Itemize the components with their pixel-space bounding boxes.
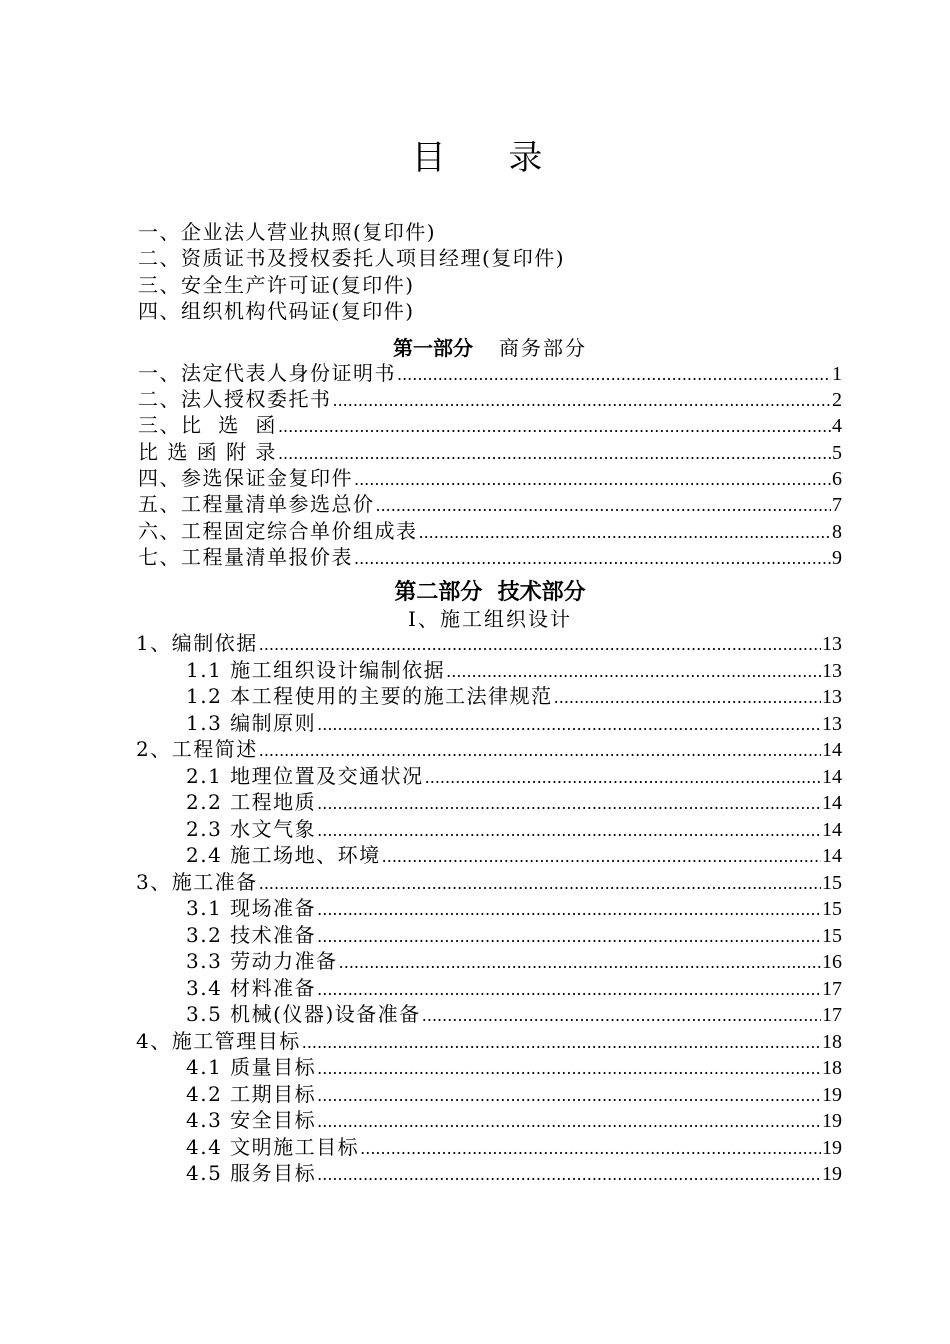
toc-leader-dots <box>259 871 821 897</box>
toc-entry-label: 4.2 工期目标 <box>186 1082 317 1106</box>
toc-page-number: 14 <box>822 792 842 814</box>
toc-leader-dots <box>446 659 821 685</box>
toc-entry[interactable] <box>138 518 842 544</box>
toc-entry-label: 比 选 函 附 录 <box>138 440 277 464</box>
toc-leader-dots <box>317 1162 821 1188</box>
toc-page-number: 18 <box>822 1057 842 1079</box>
part1-heading-bold: 第一部分 <box>393 336 473 360</box>
toc-leader-dots <box>354 546 831 572</box>
toc-entry-label: 3.3 劳动力准备 <box>186 949 338 973</box>
toc-leader-dots <box>317 1083 821 1109</box>
part2-subheading-text: Ⅰ、施工组织设计 <box>408 607 572 631</box>
toc-leader-dots <box>554 685 821 711</box>
toc-leader-dots <box>354 467 831 493</box>
toc-entry[interactable] <box>138 491 842 517</box>
toc-entry-label: 1.2 本工程使用的主要的施工法律规范 <box>186 684 553 708</box>
toc-page-number: 15 <box>822 925 842 947</box>
part1-heading-light: 商务部分 <box>499 336 587 360</box>
toc-page-number: 8 <box>832 521 842 543</box>
toc-entry[interactable] <box>138 439 842 465</box>
toc-entry[interactable] <box>136 736 842 762</box>
appendix-item: 四、组织机构代码证(复印件) <box>138 299 415 323</box>
toc-entry-label: 3.1 现场准备 <box>186 896 317 920</box>
toc-entry-label: 一、法定代表人身份证明书 <box>138 361 396 385</box>
toc-entry-label: 四、参选保证金复印件 <box>138 466 353 490</box>
toc-entry-label: 五、工程量清单参选总价 <box>138 492 375 516</box>
toc-entry[interactable] <box>136 1028 842 1054</box>
toc-entry-label: 1、编制依据 <box>136 631 258 655</box>
toc-leader-dots <box>317 818 821 844</box>
toc-page-number: 14 <box>822 845 842 867</box>
toc-page-number: 13 <box>822 633 842 655</box>
toc-page-number: 15 <box>822 898 842 920</box>
toc-entry[interactable] <box>136 869 842 895</box>
toc-page-number: 18 <box>822 1031 842 1053</box>
toc-page-number: 9 <box>832 547 842 569</box>
toc-entry[interactable] <box>138 386 842 412</box>
toc-entry-label: 2.2 工程地质 <box>186 790 317 814</box>
toc-page-number: 19 <box>822 1110 842 1132</box>
toc-subentry[interactable] <box>186 789 842 815</box>
toc-leader-dots <box>360 1136 821 1162</box>
toc-leader-dots <box>333 388 832 414</box>
toc-entry-label: 1.3 编制原则 <box>186 711 317 735</box>
toc-page-number: 14 <box>822 739 842 761</box>
toc-leader-dots <box>259 632 821 658</box>
toc-leader-dots <box>278 414 831 440</box>
toc-entry-label: 2.1 地理位置及交通状况 <box>186 764 424 788</box>
toc-entry[interactable] <box>138 544 842 570</box>
toc-leader-dots <box>317 897 821 923</box>
toc-page-number: 13 <box>822 660 842 682</box>
toc-page-number: 14 <box>822 766 842 788</box>
appendix-item: 三、安全生产许可证(复印件) <box>138 273 415 297</box>
toc-subentry[interactable] <box>186 895 842 921</box>
toc-entry-label: 2、工程简述 <box>136 737 258 761</box>
toc-leader-dots <box>339 950 821 976</box>
toc-entry[interactable] <box>136 630 842 656</box>
toc-entry-label: 2.4 施工场地、环境 <box>186 843 381 867</box>
toc-page-number: 5 <box>832 442 842 464</box>
toc-entry-label: 4.1 质量目标 <box>186 1055 317 1079</box>
toc-entry[interactable] <box>138 412 842 438</box>
toc-page-number: 7 <box>832 494 842 516</box>
toc-leader-dots <box>376 493 832 519</box>
toc-page-number: 2 <box>832 389 842 411</box>
toc-page-number: 6 <box>832 468 842 490</box>
toc-leader-dots <box>317 924 821 950</box>
toc-page-number: 17 <box>822 1004 842 1026</box>
part1-heading <box>0 333 950 363</box>
toc-entry-label: 4.4 文明施工目标 <box>186 1135 360 1159</box>
toc-entry-label: 六、工程固定综合单价组成表 <box>138 519 418 543</box>
toc-page-number: 15 <box>822 872 842 894</box>
toc-entry-label: 4、施工管理目标 <box>136 1029 301 1053</box>
toc-page-number: 4 <box>832 415 842 437</box>
toc-leader-dots <box>278 441 831 467</box>
toc-leader-dots <box>382 844 821 870</box>
toc-page-number: 13 <box>822 713 842 735</box>
toc-subentry[interactable] <box>186 816 842 842</box>
toc-leader-dots <box>422 1003 821 1029</box>
toc-page-number: 19 <box>822 1137 842 1159</box>
toc-subentry[interactable] <box>186 1107 842 1133</box>
toc-entry[interactable] <box>138 465 842 491</box>
toc-subentry[interactable] <box>186 975 842 1001</box>
toc-page-number: 19 <box>822 1084 842 1106</box>
toc-entry-label: 3.4 材料准备 <box>186 976 317 1000</box>
toc-subentry[interactable] <box>186 1134 842 1160</box>
toc-entry-label: 三、比 选 函 <box>138 413 277 437</box>
toc-subentry[interactable] <box>186 683 842 709</box>
toc-subentry[interactable] <box>186 948 842 974</box>
toc-subentry[interactable] <box>186 842 842 868</box>
toc-leader-dots <box>317 712 821 738</box>
toc-entry-label: 二、法人授权委托书 <box>138 387 332 411</box>
toc-entry-label: 2.3 水文气象 <box>186 817 317 841</box>
toc-page-number: 13 <box>822 686 842 708</box>
toc-entry-label: 4.3 安全目标 <box>186 1108 317 1132</box>
toc-page-number: 14 <box>822 819 842 841</box>
toc-leader-dots <box>317 791 821 817</box>
toc-entry-label: 3.2 技术准备 <box>186 923 317 947</box>
appendix-item: 二、资质证书及授权委托人项目经理(复印件) <box>138 246 566 270</box>
toc-entry-label: 七、工程量清单报价表 <box>138 545 353 569</box>
toc-subentry[interactable] <box>186 1081 842 1107</box>
toc-leader-dots <box>397 362 831 388</box>
toc-leader-dots <box>317 977 821 1003</box>
toc-leader-dots <box>302 1030 821 1056</box>
appendix-item: 一、企业法人营业执照(复印件) <box>138 220 437 244</box>
toc-entry-label: 3、施工准备 <box>136 870 258 894</box>
toc-leader-dots <box>259 738 821 764</box>
toc-entry-label: 1.1 施工组织设计编制依据 <box>186 658 446 682</box>
toc-subentry[interactable] <box>186 657 842 683</box>
toc-leader-dots <box>425 765 821 791</box>
toc-page-number: 19 <box>822 1163 842 1185</box>
toc-entry-label: 4.5 服务目标 <box>186 1161 317 1185</box>
page-title: 目 录 <box>411 138 569 178</box>
toc-entry-label: 3.5 机械(仪器)设备准备 <box>186 1002 421 1026</box>
toc-leader-dots <box>317 1056 821 1082</box>
toc-subentry[interactable] <box>186 1160 842 1186</box>
toc-leader-dots <box>317 1109 821 1135</box>
toc-subentry[interactable] <box>186 763 842 789</box>
toc-page-number: 17 <box>822 978 842 1000</box>
toc-entry[interactable] <box>138 360 842 386</box>
part2-heading-text: 第二部分 技术部分 <box>394 580 586 605</box>
toc-subentry[interactable] <box>186 1001 842 1027</box>
toc-page-number: 16 <box>822 951 842 973</box>
toc-leader-dots <box>419 520 832 546</box>
toc-subentry[interactable] <box>186 1054 842 1080</box>
toc-subentry[interactable] <box>186 710 842 736</box>
toc-subentry[interactable] <box>186 922 842 948</box>
toc-page-number: 1 <box>832 363 842 385</box>
